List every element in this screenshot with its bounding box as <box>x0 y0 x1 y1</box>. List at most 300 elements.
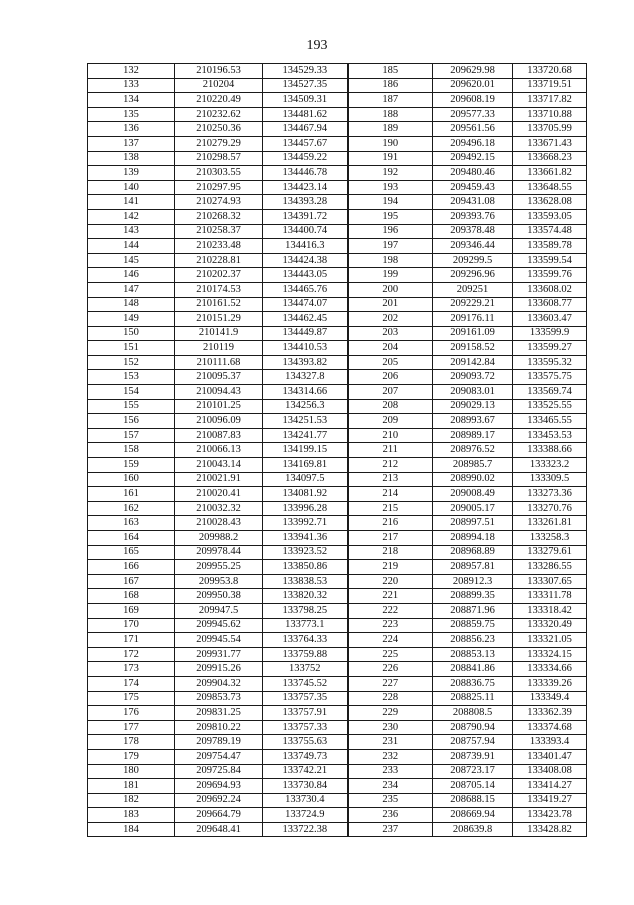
y-coordinate-right-cell: 133453.53 <box>513 428 587 443</box>
point-number-left-cell: 169 <box>88 603 175 618</box>
x-coordinate-left-cell: 210161.52 <box>175 297 263 312</box>
y-coordinate-right-cell: 133374.68 <box>513 720 587 735</box>
table-row <box>88 487 587 502</box>
x-coordinate-left-cell: 209945.62 <box>175 618 263 633</box>
table-row <box>88 779 587 794</box>
x-coordinate-left-cell: 210151.29 <box>175 312 263 327</box>
x-coordinate-left-cell: 209754.47 <box>175 749 263 764</box>
point-number-left-cell: 140 <box>88 180 175 195</box>
table-row <box>88 458 587 473</box>
y-coordinate-left-cell: 134241.77 <box>263 428 348 443</box>
point-number-left-cell: 134 <box>88 93 175 108</box>
point-number-left-cell: 147 <box>88 282 175 297</box>
y-coordinate-left-cell: 134459.22 <box>263 151 348 166</box>
point-number-left-cell: 161 <box>88 487 175 502</box>
x-coordinate-left-cell: 210274.93 <box>175 195 263 210</box>
x-coordinate-right-cell: 208989.17 <box>433 428 513 443</box>
y-coordinate-right-cell: 133599.54 <box>513 253 587 268</box>
y-coordinate-right-cell: 133603.47 <box>513 312 587 327</box>
x-coordinate-left-cell: 210297.95 <box>175 180 263 195</box>
point-number-left-cell: 132 <box>88 64 175 79</box>
point-number-right-cell: 221 <box>348 589 433 604</box>
table-row <box>88 253 587 268</box>
x-coordinate-left-cell: 210028.43 <box>175 516 263 531</box>
point-number-left-cell: 184 <box>88 822 175 837</box>
point-number-right-cell: 218 <box>348 545 433 560</box>
point-number-left-cell: 173 <box>88 662 175 677</box>
point-number-right-cell: 209 <box>348 414 433 429</box>
y-coordinate-right-cell: 133717.82 <box>513 93 587 108</box>
point-number-left-cell: 149 <box>88 312 175 327</box>
x-coordinate-right-cell: 209378.48 <box>433 224 513 239</box>
table-row <box>88 793 587 808</box>
point-number-left-cell: 150 <box>88 326 175 341</box>
x-coordinate-right-cell: 208985.7 <box>433 458 513 473</box>
y-coordinate-left-cell: 134416.3 <box>263 239 348 254</box>
x-coordinate-left-cell: 210220.49 <box>175 93 263 108</box>
y-coordinate-left-cell: 133773.1 <box>263 618 348 633</box>
y-coordinate-right-cell: 133428.82 <box>513 822 587 837</box>
y-coordinate-left-cell: 133838.53 <box>263 574 348 589</box>
point-number-right-cell: 219 <box>348 560 433 575</box>
x-coordinate-right-cell: 209161.09 <box>433 326 513 341</box>
y-coordinate-left-cell: 133759.88 <box>263 647 348 662</box>
coordinates-table <box>87 63 587 837</box>
x-coordinate-left-cell: 210258.37 <box>175 224 263 239</box>
point-number-left-cell: 138 <box>88 151 175 166</box>
point-number-right-cell: 230 <box>348 720 433 735</box>
table-row <box>88 209 587 224</box>
x-coordinate-left-cell: 209953.8 <box>175 574 263 589</box>
x-coordinate-right-cell: 209459.43 <box>433 180 513 195</box>
point-number-left-cell: 158 <box>88 443 175 458</box>
y-coordinate-left-cell: 134467.94 <box>263 122 348 137</box>
y-coordinate-right-cell: 133286.55 <box>513 560 587 575</box>
x-coordinate-right-cell: 209480.46 <box>433 166 513 181</box>
point-number-left-cell: 148 <box>88 297 175 312</box>
point-number-left-cell: 178 <box>88 735 175 750</box>
y-coordinate-left-cell: 134256.3 <box>263 399 348 414</box>
point-number-right-cell: 202 <box>348 312 433 327</box>
point-number-right-cell: 228 <box>348 691 433 706</box>
y-coordinate-left-cell: 134169.81 <box>263 458 348 473</box>
x-coordinate-left-cell: 210268.32 <box>175 209 263 224</box>
x-coordinate-left-cell: 210043.14 <box>175 458 263 473</box>
x-coordinate-right-cell: 208853.13 <box>433 647 513 662</box>
table-row <box>88 618 587 633</box>
point-number-left-cell: 135 <box>88 107 175 122</box>
point-number-right-cell: 214 <box>348 487 433 502</box>
point-number-right-cell: 233 <box>348 764 433 779</box>
table-row <box>88 312 587 327</box>
point-number-right-cell: 213 <box>348 472 433 487</box>
x-coordinate-left-cell: 210021.91 <box>175 472 263 487</box>
y-coordinate-left-cell: 133992.71 <box>263 516 348 531</box>
x-coordinate-right-cell: 209561.56 <box>433 122 513 137</box>
y-coordinate-right-cell: 133334.66 <box>513 662 587 677</box>
y-coordinate-left-cell: 134423.14 <box>263 180 348 195</box>
y-coordinate-right-cell: 133273.36 <box>513 487 587 502</box>
x-coordinate-left-cell: 210204 <box>175 78 263 93</box>
x-coordinate-right-cell: 209393.76 <box>433 209 513 224</box>
y-coordinate-right-cell: 133320.49 <box>513 618 587 633</box>
table-row <box>88 195 587 210</box>
y-coordinate-right-cell: 133324.15 <box>513 647 587 662</box>
y-coordinate-left-cell: 134446.78 <box>263 166 348 181</box>
point-number-left-cell: 139 <box>88 166 175 181</box>
x-coordinate-left-cell: 210094.43 <box>175 385 263 400</box>
y-coordinate-right-cell: 133321.05 <box>513 633 587 648</box>
point-number-left-cell: 168 <box>88 589 175 604</box>
table-row <box>88 428 587 443</box>
x-coordinate-right-cell: 209029.13 <box>433 399 513 414</box>
point-number-right-cell: 208 <box>348 399 433 414</box>
y-coordinate-right-cell: 133318.42 <box>513 603 587 618</box>
y-coordinate-right-cell: 133408.08 <box>513 764 587 779</box>
table-row <box>88 633 587 648</box>
y-coordinate-right-cell: 133261.81 <box>513 516 587 531</box>
x-coordinate-left-cell: 210202.37 <box>175 268 263 283</box>
y-coordinate-right-cell: 133599.27 <box>513 341 587 356</box>
x-coordinate-right-cell: 208723.17 <box>433 764 513 779</box>
x-coordinate-left-cell: 210141.9 <box>175 326 263 341</box>
y-coordinate-right-cell: 133593.05 <box>513 209 587 224</box>
table-row <box>88 107 587 122</box>
table-row <box>88 414 587 429</box>
table-row <box>88 749 587 764</box>
table-row <box>88 560 587 575</box>
x-coordinate-left-cell: 209789.19 <box>175 735 263 750</box>
x-coordinate-right-cell: 208790.94 <box>433 720 513 735</box>
y-coordinate-right-cell: 133705.99 <box>513 122 587 137</box>
point-number-right-cell: 191 <box>348 151 433 166</box>
point-number-right-cell: 232 <box>348 749 433 764</box>
x-coordinate-right-cell: 209346.44 <box>433 239 513 254</box>
y-coordinate-left-cell: 134097.5 <box>263 472 348 487</box>
point-number-left-cell: 145 <box>88 253 175 268</box>
page-number: 193 <box>306 38 328 53</box>
point-number-right-cell: 222 <box>348 603 433 618</box>
y-coordinate-left-cell: 134465.76 <box>263 282 348 297</box>
point-number-left-cell: 174 <box>88 676 175 691</box>
x-coordinate-right-cell: 208705.14 <box>433 779 513 794</box>
y-coordinate-left-cell: 133730.84 <box>263 779 348 794</box>
table-row <box>88 531 587 546</box>
y-coordinate-right-cell: 133710.88 <box>513 107 587 122</box>
point-number-left-cell: 159 <box>88 458 175 473</box>
point-number-left-cell: 142 <box>88 209 175 224</box>
table-row <box>88 93 587 108</box>
y-coordinate-left-cell: 134081.92 <box>263 487 348 502</box>
y-coordinate-left-cell: 133850.86 <box>263 560 348 575</box>
y-coordinate-right-cell: 133589.78 <box>513 239 587 254</box>
point-number-right-cell: 235 <box>348 793 433 808</box>
point-number-right-cell: 196 <box>348 224 433 239</box>
x-coordinate-left-cell: 210279.29 <box>175 136 263 151</box>
point-number-right-cell: 186 <box>348 78 433 93</box>
point-number-left-cell: 162 <box>88 501 175 516</box>
y-coordinate-left-cell: 134199.15 <box>263 443 348 458</box>
y-coordinate-left-cell: 133742.21 <box>263 764 348 779</box>
point-number-right-cell: 201 <box>348 297 433 312</box>
y-coordinate-right-cell: 133575.75 <box>513 370 587 385</box>
x-coordinate-right-cell: 209158.52 <box>433 341 513 356</box>
table-row <box>88 822 587 837</box>
y-coordinate-left-cell: 134474.07 <box>263 297 348 312</box>
point-number-right-cell: 189 <box>348 122 433 137</box>
x-coordinate-right-cell: 209008.49 <box>433 487 513 502</box>
y-coordinate-right-cell: 133608.77 <box>513 297 587 312</box>
point-number-left-cell: 181 <box>88 779 175 794</box>
y-coordinate-right-cell: 133569.74 <box>513 385 587 400</box>
y-coordinate-left-cell: 134391.72 <box>263 209 348 224</box>
y-coordinate-left-cell: 134410.53 <box>263 341 348 356</box>
y-coordinate-right-cell: 133525.55 <box>513 399 587 414</box>
y-coordinate-left-cell: 133755.63 <box>263 735 348 750</box>
table-row <box>88 589 587 604</box>
y-coordinate-left-cell: 134424.38 <box>263 253 348 268</box>
y-coordinate-left-cell: 134509.31 <box>263 93 348 108</box>
x-coordinate-left-cell: 210303.55 <box>175 166 263 181</box>
x-coordinate-left-cell: 209945.54 <box>175 633 263 648</box>
x-coordinate-left-cell: 210020.41 <box>175 487 263 502</box>
x-coordinate-right-cell: 208899.35 <box>433 589 513 604</box>
x-coordinate-left-cell: 210096.09 <box>175 414 263 429</box>
y-coordinate-right-cell: 133668.23 <box>513 151 587 166</box>
x-coordinate-left-cell: 209955.25 <box>175 560 263 575</box>
y-coordinate-left-cell: 133752 <box>263 662 348 677</box>
table-row <box>88 297 587 312</box>
point-number-right-cell: 225 <box>348 647 433 662</box>
point-number-left-cell: 155 <box>88 399 175 414</box>
y-coordinate-right-cell: 133628.08 <box>513 195 587 210</box>
table-row <box>88 574 587 589</box>
y-coordinate-left-cell: 133757.35 <box>263 691 348 706</box>
point-number-left-cell: 136 <box>88 122 175 137</box>
point-number-right-cell: 231 <box>348 735 433 750</box>
y-coordinate-left-cell: 134400.74 <box>263 224 348 239</box>
point-number-right-cell: 217 <box>348 531 433 546</box>
y-coordinate-left-cell: 134481.62 <box>263 107 348 122</box>
y-coordinate-left-cell: 133749.73 <box>263 749 348 764</box>
x-coordinate-right-cell: 209251 <box>433 282 513 297</box>
x-coordinate-right-cell: 208993.67 <box>433 414 513 429</box>
x-coordinate-right-cell: 208990.02 <box>433 472 513 487</box>
table-row <box>88 239 587 254</box>
y-coordinate-left-cell: 134527.35 <box>263 78 348 93</box>
x-coordinate-left-cell: 210174.53 <box>175 282 263 297</box>
y-coordinate-right-cell: 133595.32 <box>513 355 587 370</box>
table-row <box>88 78 587 93</box>
point-number-right-cell: 207 <box>348 385 433 400</box>
point-number-left-cell: 137 <box>88 136 175 151</box>
y-coordinate-left-cell: 133730.4 <box>263 793 348 808</box>
x-coordinate-left-cell: 209692.24 <box>175 793 263 808</box>
point-number-left-cell: 141 <box>88 195 175 210</box>
x-coordinate-right-cell: 208997.51 <box>433 516 513 531</box>
point-number-left-cell: 171 <box>88 633 175 648</box>
y-coordinate-right-cell: 133279.61 <box>513 545 587 560</box>
x-coordinate-right-cell: 208871.96 <box>433 603 513 618</box>
point-number-right-cell: 195 <box>348 209 433 224</box>
x-coordinate-right-cell: 208859.75 <box>433 618 513 633</box>
point-number-right-cell: 236 <box>348 808 433 823</box>
y-coordinate-right-cell: 133671.43 <box>513 136 587 151</box>
y-coordinate-left-cell: 134327.8 <box>263 370 348 385</box>
table-row <box>88 151 587 166</box>
point-number-left-cell: 151 <box>88 341 175 356</box>
x-coordinate-right-cell: 209093.72 <box>433 370 513 385</box>
y-coordinate-left-cell: 134457.67 <box>263 136 348 151</box>
y-coordinate-right-cell: 133349.4 <box>513 691 587 706</box>
table-row <box>88 501 587 516</box>
y-coordinate-left-cell: 133941.36 <box>263 531 348 546</box>
y-coordinate-left-cell: 134462.45 <box>263 312 348 327</box>
y-coordinate-right-cell: 133307.65 <box>513 574 587 589</box>
point-number-right-cell: 194 <box>348 195 433 210</box>
table-row <box>88 545 587 560</box>
table-row <box>88 180 587 195</box>
point-number-left-cell: 154 <box>88 385 175 400</box>
x-coordinate-left-cell: 210095.37 <box>175 370 263 385</box>
x-coordinate-left-cell: 210228.81 <box>175 253 263 268</box>
point-number-left-cell: 146 <box>88 268 175 283</box>
point-number-left-cell: 164 <box>88 531 175 546</box>
point-number-left-cell: 144 <box>88 239 175 254</box>
y-coordinate-left-cell: 133757.33 <box>263 720 348 735</box>
x-coordinate-right-cell: 209299.5 <box>433 253 513 268</box>
table-row <box>88 136 587 151</box>
point-number-left-cell: 180 <box>88 764 175 779</box>
x-coordinate-right-cell: 208957.81 <box>433 560 513 575</box>
y-coordinate-left-cell: 133820.32 <box>263 589 348 604</box>
table-row <box>88 341 587 356</box>
table-row <box>88 706 587 721</box>
x-coordinate-right-cell: 209142.84 <box>433 355 513 370</box>
y-coordinate-left-cell: 134529.33 <box>263 64 348 79</box>
x-coordinate-right-cell: 209608.19 <box>433 93 513 108</box>
y-coordinate-right-cell: 133414.27 <box>513 779 587 794</box>
y-coordinate-right-cell: 133401.47 <box>513 749 587 764</box>
table-row <box>88 735 587 750</box>
y-coordinate-left-cell: 134251.53 <box>263 414 348 429</box>
x-coordinate-right-cell: 208808.5 <box>433 706 513 721</box>
point-number-left-cell: 133 <box>88 78 175 93</box>
point-number-right-cell: 193 <box>348 180 433 195</box>
point-number-right-cell: 199 <box>348 268 433 283</box>
x-coordinate-right-cell: 209296.96 <box>433 268 513 283</box>
table-row <box>88 326 587 341</box>
y-coordinate-right-cell: 133309.5 <box>513 472 587 487</box>
y-coordinate-right-cell: 133599.76 <box>513 268 587 283</box>
y-coordinate-left-cell: 134314.66 <box>263 385 348 400</box>
x-coordinate-left-cell: 209904.32 <box>175 676 263 691</box>
point-number-left-cell: 176 <box>88 706 175 721</box>
point-number-left-cell: 182 <box>88 793 175 808</box>
x-coordinate-right-cell: 209629.98 <box>433 64 513 79</box>
point-number-right-cell: 220 <box>348 574 433 589</box>
point-number-right-cell: 210 <box>348 428 433 443</box>
table-row <box>88 64 587 79</box>
y-coordinate-left-cell: 133757.91 <box>263 706 348 721</box>
x-coordinate-left-cell: 210101.25 <box>175 399 263 414</box>
x-coordinate-left-cell: 209810.22 <box>175 720 263 735</box>
y-coordinate-right-cell: 133719.51 <box>513 78 587 93</box>
x-coordinate-right-cell: 209431.08 <box>433 195 513 210</box>
y-coordinate-right-cell: 133419.27 <box>513 793 587 808</box>
point-number-left-cell: 143 <box>88 224 175 239</box>
point-number-left-cell: 179 <box>88 749 175 764</box>
x-coordinate-right-cell: 208757.94 <box>433 735 513 750</box>
x-coordinate-left-cell: 209664.79 <box>175 808 263 823</box>
point-number-right-cell: 237 <box>348 822 433 837</box>
point-number-left-cell: 153 <box>88 370 175 385</box>
table-row <box>88 282 587 297</box>
y-coordinate-left-cell: 133722.38 <box>263 822 348 837</box>
point-number-left-cell: 183 <box>88 808 175 823</box>
y-coordinate-right-cell: 133388.66 <box>513 443 587 458</box>
x-coordinate-left-cell: 209950.38 <box>175 589 263 604</box>
x-coordinate-right-cell: 208841.86 <box>433 662 513 677</box>
x-coordinate-left-cell: 209931.77 <box>175 647 263 662</box>
table-row <box>88 603 587 618</box>
y-coordinate-left-cell: 134449.87 <box>263 326 348 341</box>
table-row <box>88 516 587 531</box>
point-number-right-cell: 229 <box>348 706 433 721</box>
x-coordinate-left-cell: 209853.73 <box>175 691 263 706</box>
x-coordinate-left-cell: 209694.93 <box>175 779 263 794</box>
x-coordinate-right-cell: 209005.17 <box>433 501 513 516</box>
point-number-left-cell: 175 <box>88 691 175 706</box>
y-coordinate-right-cell: 133574.48 <box>513 224 587 239</box>
point-number-right-cell: 224 <box>348 633 433 648</box>
x-coordinate-right-cell: 208912.3 <box>433 574 513 589</box>
x-coordinate-right-cell: 208825.11 <box>433 691 513 706</box>
point-number-left-cell: 160 <box>88 472 175 487</box>
point-number-left-cell: 177 <box>88 720 175 735</box>
y-coordinate-left-cell: 133923.52 <box>263 545 348 560</box>
x-coordinate-left-cell: 210032.32 <box>175 501 263 516</box>
coordinates-table-body <box>88 64 587 837</box>
point-number-right-cell: 223 <box>348 618 433 633</box>
x-coordinate-right-cell: 209083.01 <box>433 385 513 400</box>
x-coordinate-left-cell: 209648.41 <box>175 822 263 837</box>
point-number-right-cell: 206 <box>348 370 433 385</box>
x-coordinate-left-cell: 210298.57 <box>175 151 263 166</box>
table-row <box>88 370 587 385</box>
table-row <box>88 472 587 487</box>
x-coordinate-right-cell: 208836.75 <box>433 676 513 691</box>
y-coordinate-right-cell: 133423.78 <box>513 808 587 823</box>
y-coordinate-right-cell: 133311.78 <box>513 589 587 604</box>
table-row <box>88 268 587 283</box>
x-coordinate-right-cell: 208639.8 <box>433 822 513 837</box>
x-coordinate-right-cell: 209496.18 <box>433 136 513 151</box>
table-row <box>88 647 587 662</box>
y-coordinate-right-cell: 133270.76 <box>513 501 587 516</box>
y-coordinate-right-cell: 133323.2 <box>513 458 587 473</box>
point-number-left-cell: 152 <box>88 355 175 370</box>
y-coordinate-left-cell: 134393.82 <box>263 355 348 370</box>
y-coordinate-left-cell: 133764.33 <box>263 633 348 648</box>
y-coordinate-right-cell: 133465.55 <box>513 414 587 429</box>
x-coordinate-left-cell: 209988.2 <box>175 531 263 546</box>
point-number-left-cell: 163 <box>88 516 175 531</box>
point-number-left-cell: 172 <box>88 647 175 662</box>
x-coordinate-right-cell: 208976.52 <box>433 443 513 458</box>
point-number-right-cell: 197 <box>348 239 433 254</box>
x-coordinate-left-cell: 209725.84 <box>175 764 263 779</box>
